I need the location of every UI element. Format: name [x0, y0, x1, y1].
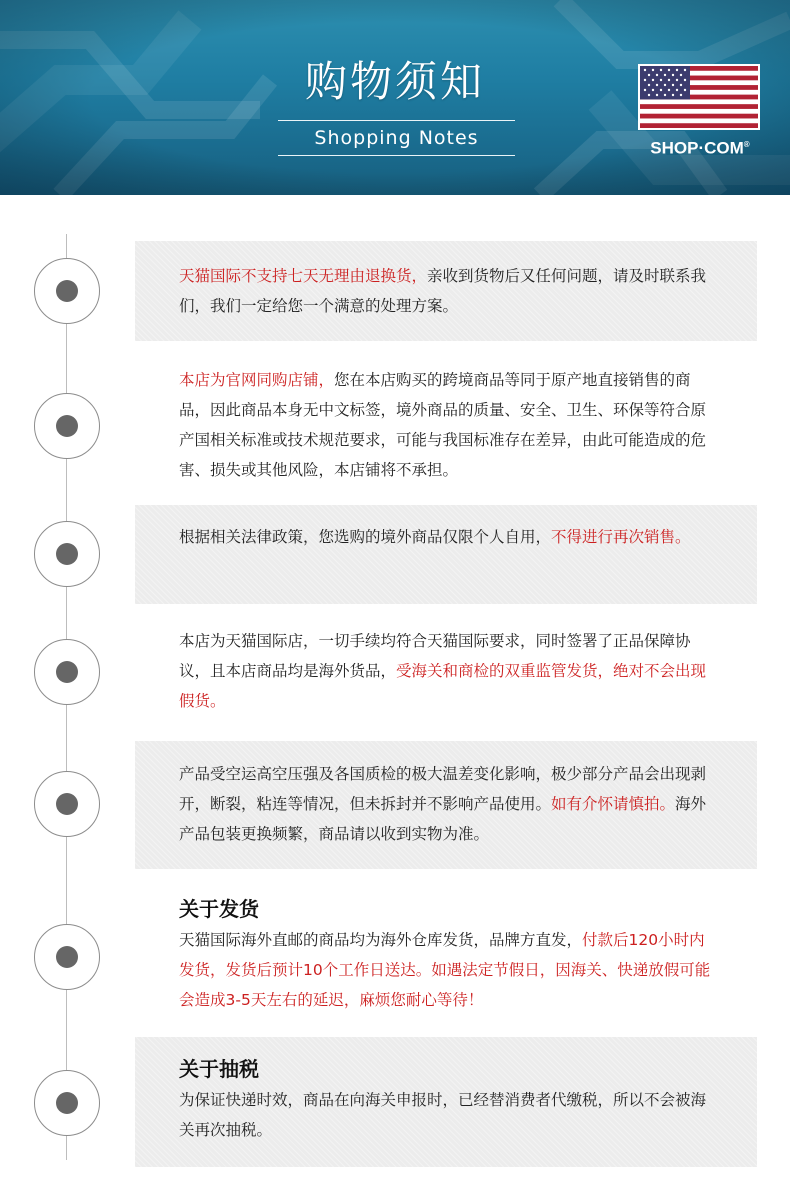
notice-segment: 海外产品包装更换频繁，商品请以收到实物为准。	[179, 795, 707, 843]
notice-highlight: 如有介怀请慎拍。	[551, 795, 676, 813]
notice-segment: 天猫国际海外直邮的商品均为海外仓库发货，品牌方直发，	[179, 931, 583, 949]
section-heading-shipping: 关于发货	[179, 897, 259, 921]
timeline-node	[34, 393, 100, 459]
notice-segment: 亲收到货物后又任何问题，请及时联系我们，我们一定给您一个满意的处理方案。	[179, 267, 707, 315]
notice-highlight: 本店为官网同购店铺，	[179, 371, 335, 389]
notice-card-tax	[135, 1037, 757, 1167]
notice-card-transport	[135, 741, 757, 869]
timeline-dot-icon	[56, 793, 78, 815]
timeline-dot-icon	[56, 661, 78, 683]
header-banner	[0, 0, 790, 195]
timeline-node	[34, 639, 100, 705]
notice-segment: 根据相关法律政策，您选购的境外商品仅限个人自用，	[179, 528, 552, 546]
notice-card-returns	[135, 241, 757, 341]
notice-text	[179, 365, 713, 485]
us-flag-icon	[638, 64, 760, 130]
timeline-node	[34, 771, 100, 837]
us-flag-graphic	[640, 66, 758, 128]
shop-com-logo-text: SHOP·COM	[650, 138, 744, 158]
notice-text	[179, 1085, 713, 1145]
title-divider-bottom	[278, 155, 515, 156]
shop-com-logo	[628, 134, 772, 160]
notice-segment: 为保证快递时效，商品在向海关申报时，已经替消费者代缴税，所以不会被海关再次抽税。	[179, 1091, 707, 1139]
notice-segment: 产品受空运高空压强及各国质检的极大温差变化影响，极少部分产品会出现剥开，断裂，粘连等情况，但未拆封并不影响产品使用。	[179, 765, 707, 813]
notice-card-personal-use	[135, 505, 757, 604]
notice-segment: 您在本店购买的跨境商品等同于原产地直接销售的商品，因此商品本身无中文标签，境外商品的质量、安全、卫生、环保等符合原产国相关标准或技术规范要求，可能与我国标准存在差异，由此可能造成的危害、损失或其他风险，本店铺将不承担。	[179, 371, 707, 479]
timeline-node	[34, 924, 100, 990]
page-subtitle: Shopping Notes	[314, 127, 479, 149]
timeline-node	[34, 521, 100, 587]
notice-segment: 本店为天猫国际店，一切手续均符合天猫国际要求，同时签署了正品保障协议，且本店商品均是海外货品，	[179, 632, 691, 680]
timeline-node	[34, 258, 100, 324]
title-divider-top	[278, 120, 515, 121]
notice-card-official-store	[135, 355, 757, 495]
notice-text	[179, 261, 713, 321]
timeline-node	[34, 1070, 100, 1136]
notice-card-shipping	[135, 890, 757, 1025]
notice-text	[179, 759, 713, 849]
notice-highlight: 不得进行再次销售。	[551, 528, 691, 546]
timeline-dot-icon	[56, 415, 78, 437]
page-title: 购物须知	[304, 57, 485, 106]
notice-highlight: 付款后120小时内发货，发货后预计10个工作日送达。如遇法定节假日，因海关、快递放假可能会造成3-5天左右的延迟，麻烦您耐心等待！	[179, 931, 711, 1009]
timeline-dot-icon	[56, 946, 78, 968]
section-heading-tax: 关于抽税	[179, 1057, 259, 1081]
timeline-dot-icon	[56, 1092, 78, 1114]
notice-highlight: 天猫国际不支持七天无理由退换货，	[179, 267, 428, 285]
notice-card-authenticity	[135, 618, 757, 728]
timeline-dot-icon	[56, 543, 78, 565]
shop-com-logo-mark: ®	[743, 140, 750, 149]
timeline-dot-icon	[56, 280, 78, 302]
notice-highlight: 受海关和商检的双重监管发货，绝对不会出现假货。	[179, 662, 707, 710]
notice-text	[179, 626, 713, 716]
notice-text	[179, 522, 713, 552]
notice-text	[179, 925, 713, 1015]
